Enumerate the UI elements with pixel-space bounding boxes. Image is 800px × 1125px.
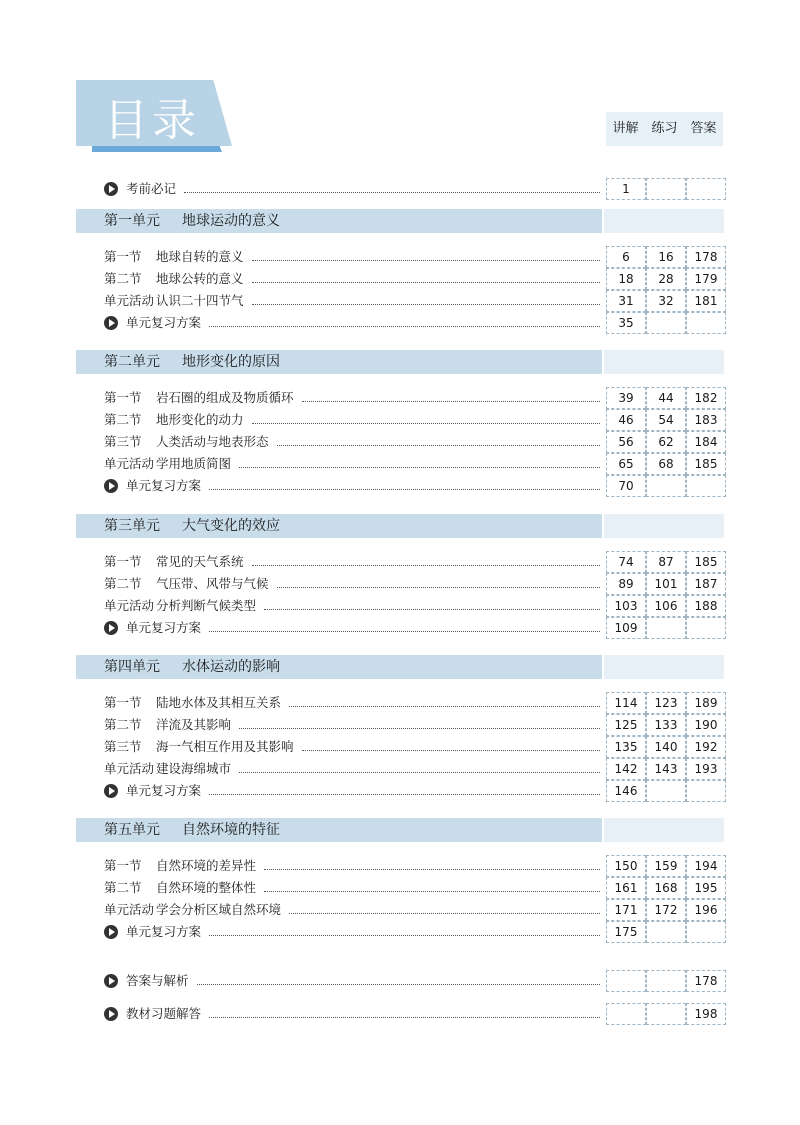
toc-row-exam[interactable]: [104, 178, 724, 200]
unit-header[interactable]: [76, 209, 602, 233]
page-cell-lecture: 35: [606, 312, 646, 334]
section-number: 第一节: [104, 695, 142, 710]
section-name: 地形变化的动力: [156, 412, 244, 427]
page-cell-answer: 188: [686, 595, 726, 617]
section-name: 单元复习方案: [126, 783, 202, 798]
toc-row-review[interactable]: [104, 617, 724, 639]
page-cell-answer: [686, 780, 726, 802]
toc-entry-title: [104, 855, 256, 877]
toc-entry-title: [104, 409, 244, 431]
page-cell-answer: 194: [686, 855, 726, 877]
page-cell-lecture: 175: [606, 921, 646, 943]
page-cell-lecture: 74: [606, 551, 646, 573]
page-cell-answer: 190: [686, 714, 726, 736]
dot-leader: [252, 268, 600, 283]
unit-number: 第一单元: [104, 213, 160, 229]
page-number-cells: [606, 921, 726, 943]
page-cell-practice: [646, 921, 686, 943]
page-number-cells: [606, 877, 726, 899]
section-number: 第二节: [104, 412, 142, 427]
page-cell-lecture: 125: [606, 714, 646, 736]
section-name: 陆地水体及其相互关系: [156, 695, 282, 710]
unit-header-extension: [604, 655, 724, 679]
section-name: 地球公转的意义: [156, 271, 244, 286]
dot-leader: [252, 246, 600, 261]
unit-header[interactable]: [76, 350, 602, 374]
section-number: 第二节: [104, 880, 142, 895]
page-cell-answer: 193: [686, 758, 726, 780]
page-cell-answer: 183: [686, 409, 726, 431]
toc-entry-title: [104, 268, 244, 290]
toc-entry-title: [104, 431, 269, 453]
toc-entry-title: [104, 617, 201, 639]
page-number-cells: [606, 970, 726, 992]
page-cell-lecture: 18: [606, 268, 646, 290]
unit-number: 第三单元: [104, 518, 160, 534]
toc-row[interactable]: [104, 736, 724, 758]
toc-entry-title: [104, 595, 256, 617]
unit-header-extension: [604, 209, 724, 233]
page-cell-practice: 32: [646, 290, 686, 312]
page-cell-answer: 192: [686, 736, 726, 758]
play-arrow-icon: [104, 925, 118, 939]
unit-name: 大气变化的效应: [182, 518, 280, 534]
toc-entry-title: [104, 736, 294, 758]
unit-header-extension: [604, 514, 724, 538]
section-name: 常见的天气系统: [156, 554, 244, 569]
toc-entry-title: [104, 921, 201, 943]
column-headers: [606, 112, 723, 146]
page-cell-answer: 185: [686, 453, 726, 475]
section-number: 第一节: [104, 390, 142, 405]
section-number: 第二节: [104, 271, 142, 286]
unit-header-extension: [604, 350, 724, 374]
column-header-lecture: 讲解: [612, 121, 639, 136]
toc-row[interactable]: [104, 387, 724, 409]
page-number-cells: [606, 573, 726, 595]
page-cell-lecture: 39: [606, 387, 646, 409]
page-cell-lecture: 31: [606, 290, 646, 312]
page-cell-lecture: 65: [606, 453, 646, 475]
toc-entry-title: [104, 714, 231, 736]
section-name: 气压带、风带与气候: [156, 576, 269, 591]
section-name: 自然环境的差异性: [156, 858, 257, 873]
unit-name: 地球运动的意义: [182, 213, 280, 229]
toc-row[interactable]: [104, 899, 724, 921]
section-number: 单元活动: [104, 293, 155, 308]
unit-name: 水体运动的影响: [182, 659, 280, 675]
section-name: 单元复习方案: [126, 620, 202, 635]
page-number-cells: [606, 453, 726, 475]
page-cell-answer: 185: [686, 551, 726, 573]
toc-entry-title: [104, 1003, 201, 1025]
toc-row[interactable]: [104, 692, 724, 714]
page-number-cells: [606, 246, 726, 268]
section-name: 认识二十四节气: [156, 293, 244, 308]
dot-leader: [209, 921, 600, 936]
page-cell-answer: 179: [686, 268, 726, 290]
play-arrow-icon: [104, 1007, 118, 1021]
page-cell-answer: [686, 921, 726, 943]
section-name: 学会分析区域自然环境: [156, 902, 282, 917]
page-cell-practice: 172: [646, 899, 686, 921]
page-cell-lecture: 150: [606, 855, 646, 877]
page-cell-lecture: 109: [606, 617, 646, 639]
dot-leader: [209, 1003, 600, 1018]
section-number: 第一节: [104, 554, 142, 569]
play-arrow-icon: [104, 479, 118, 493]
page-number-cells: [606, 780, 726, 802]
page-cell-practice: 16: [646, 246, 686, 268]
page-cell-lecture: 56: [606, 431, 646, 453]
page-cell-lecture: [606, 1003, 646, 1025]
dot-leader: [289, 692, 600, 707]
page-cell-answer: 198: [686, 1003, 726, 1025]
toc-entry-title: [104, 758, 231, 780]
section-name: 单元复习方案: [126, 924, 202, 939]
unit-number: 第五单元: [104, 822, 160, 838]
page-number-cells: [606, 290, 726, 312]
page-cell-answer: 182: [686, 387, 726, 409]
page-cell-lecture: 1: [606, 178, 646, 200]
toc-row[interactable]: [104, 714, 724, 736]
page-cell-practice: [646, 970, 686, 992]
section-name: 洋流及其影响: [156, 717, 232, 732]
dot-leader: [252, 551, 600, 566]
section-name: 海一气相互作用及其影响: [156, 739, 294, 754]
page-number-cells: [606, 595, 726, 617]
section-number: 第二节: [104, 717, 142, 732]
toc-entry-title: [104, 475, 201, 497]
page-number-cells: [606, 855, 726, 877]
play-arrow-icon: [104, 316, 118, 330]
section-number: 第一节: [104, 249, 142, 264]
toc-row[interactable]: [104, 595, 724, 617]
dot-leader: [209, 312, 600, 327]
dot-leader: [302, 387, 600, 402]
page-number-cells: [606, 714, 726, 736]
toc-row-review[interactable]: [104, 780, 724, 802]
toc-entry-title: [104, 178, 176, 200]
dot-leader: [239, 714, 600, 729]
toc-row[interactable]: [104, 758, 724, 780]
page-number-cells: [606, 899, 726, 921]
section-name: 考前必记: [126, 181, 177, 196]
section-name: 答案与解析: [126, 973, 189, 988]
page-cell-practice: [646, 617, 686, 639]
page-cell-practice: 54: [646, 409, 686, 431]
dot-leader: [302, 736, 600, 751]
toc-entry-title: [104, 877, 256, 899]
section-name: 单元复习方案: [126, 478, 202, 493]
page-number-cells: [606, 178, 726, 200]
dot-leader: [264, 595, 600, 610]
page-number-cells: [606, 1003, 726, 1025]
page-cell-lecture: 114: [606, 692, 646, 714]
dot-leader: [184, 178, 600, 193]
page-cell-practice: 101: [646, 573, 686, 595]
dot-leader: [197, 970, 600, 985]
section-name: 分析判断气候类型: [156, 598, 257, 613]
section-number: 第一节: [104, 858, 142, 873]
page-cell-practice: [646, 475, 686, 497]
dot-leader: [264, 855, 600, 870]
page-cell-answer: 178: [686, 246, 726, 268]
page-number-cells: [606, 692, 726, 714]
page-cell-lecture: [606, 970, 646, 992]
page-cell-practice: 123: [646, 692, 686, 714]
section-name: 地球自转的意义: [156, 249, 244, 264]
page-cell-lecture: 89: [606, 573, 646, 595]
toc-row-textbook[interactable]: [104, 1003, 724, 1025]
section-number: 单元活动: [104, 902, 155, 917]
page-number-cells: [606, 387, 726, 409]
section-name: 人类活动与地表形态: [156, 434, 269, 449]
section-name: 教材习题解答: [126, 1006, 202, 1021]
dot-leader: [252, 290, 600, 305]
section-number: 第三节: [104, 739, 142, 754]
page-number-cells: [606, 431, 726, 453]
play-arrow-icon: [104, 784, 118, 798]
page-cell-lecture: 103: [606, 595, 646, 617]
page-number-cells: [606, 409, 726, 431]
unit-number: 第四单元: [104, 659, 160, 675]
unit-header-extension: [604, 818, 724, 842]
page-cell-lecture: 161: [606, 877, 646, 899]
unit-number: 第二单元: [104, 354, 160, 370]
unit-header[interactable]: [76, 818, 602, 842]
page-title: 目录: [104, 95, 200, 146]
page-cell-answer: 196: [686, 899, 726, 921]
section-name: 学用地质简图: [156, 456, 232, 471]
toc-row[interactable]: [104, 855, 724, 877]
page-cell-lecture: 46: [606, 409, 646, 431]
page-number-cells: [606, 617, 726, 639]
toc-entry-title: [104, 573, 269, 595]
toc-entry-title: [104, 387, 294, 409]
toc-row[interactable]: [104, 431, 724, 453]
column-header-practice: 练习: [651, 121, 678, 136]
page-cell-practice: [646, 312, 686, 334]
page-cell-answer: 195: [686, 877, 726, 899]
page-cell-practice: [646, 780, 686, 802]
dot-leader: [209, 475, 600, 490]
section-number: 单元活动: [104, 761, 155, 776]
toc-row[interactable]: [104, 246, 724, 268]
dot-leader: [289, 899, 600, 914]
toc-row[interactable]: [104, 409, 724, 431]
section-name: 岩石圈的组成及物质循环: [156, 390, 294, 405]
toc-entry-title: [104, 453, 231, 475]
page-cell-practice: 133: [646, 714, 686, 736]
page-cell-practice: 143: [646, 758, 686, 780]
page-cell-lecture: 70: [606, 475, 646, 497]
page-cell-practice: 159: [646, 855, 686, 877]
page-cell-answer: 178: [686, 970, 726, 992]
toc-row[interactable]: [104, 573, 724, 595]
toc-row[interactable]: [104, 453, 724, 475]
page-cell-answer: [686, 617, 726, 639]
dot-leader: [264, 877, 600, 892]
page-number-cells: [606, 551, 726, 573]
page-cell-answer: [686, 475, 726, 497]
page-number-cells: [606, 736, 726, 758]
toc-entry-title: [104, 312, 201, 334]
unit-header[interactable]: [76, 655, 602, 679]
page-cell-practice: [646, 178, 686, 200]
dot-leader: [239, 453, 600, 468]
page-cell-lecture: 142: [606, 758, 646, 780]
toc-entry-title: [104, 692, 281, 714]
toc-row[interactable]: [104, 268, 724, 290]
page-cell-practice: [646, 1003, 686, 1025]
toc-entry-title: [104, 899, 281, 921]
column-header-answer: 答案: [690, 121, 717, 136]
toc-row[interactable]: [104, 877, 724, 899]
page-cell-practice: 68: [646, 453, 686, 475]
page-cell-lecture: 146: [606, 780, 646, 802]
unit-header[interactable]: [76, 514, 602, 538]
play-arrow-icon: [104, 974, 118, 988]
page-cell-practice: 87: [646, 551, 686, 573]
toc-entry-title: [104, 246, 244, 268]
toc-row-review[interactable]: [104, 475, 724, 497]
unit-name: 地形变化的原因: [182, 354, 280, 370]
dot-leader: [252, 409, 600, 424]
page-cell-practice: 28: [646, 268, 686, 290]
section-name: 单元复习方案: [126, 315, 202, 330]
page-cell-answer: [686, 178, 726, 200]
page-cell-practice: 44: [646, 387, 686, 409]
page-cell-practice: 62: [646, 431, 686, 453]
dot-leader: [277, 573, 600, 588]
toc-entry-title: [104, 970, 189, 992]
unit-name: 自然环境的特征: [182, 822, 280, 838]
page-cell-answer: 187: [686, 573, 726, 595]
page-cell-answer: [686, 312, 726, 334]
toc-row[interactable]: [104, 551, 724, 573]
dot-leader: [209, 780, 600, 795]
dot-leader: [277, 431, 600, 446]
page-cell-lecture: 6: [606, 246, 646, 268]
page-number-cells: [606, 312, 726, 334]
page-cell-lecture: 135: [606, 736, 646, 758]
section-number: 第二节: [104, 576, 142, 591]
page-number-cells: [606, 758, 726, 780]
toc-entry-title: [104, 551, 244, 573]
section-number: 单元活动: [104, 456, 155, 471]
dot-leader: [239, 758, 600, 773]
toc-entry-title: [104, 290, 244, 312]
page-cell-answer: 184: [686, 431, 726, 453]
section-name: 自然环境的整体性: [156, 880, 257, 895]
toc-row[interactable]: [104, 290, 724, 312]
page-cell-lecture: 171: [606, 899, 646, 921]
section-name: 建设海绵城市: [156, 761, 232, 776]
toc-row-review[interactable]: [104, 921, 724, 943]
toc-row-review[interactable]: [104, 312, 724, 334]
page-cell-practice: 106: [646, 595, 686, 617]
section-number: 单元活动: [104, 598, 155, 613]
section-number: 第三节: [104, 434, 142, 449]
toc-row-answers[interactable]: [104, 970, 724, 992]
play-arrow-icon: [104, 621, 118, 635]
page-number-cells: [606, 268, 726, 290]
page-cell-practice: 140: [646, 736, 686, 758]
page-cell-answer: 189: [686, 692, 726, 714]
page-cell-answer: 181: [686, 290, 726, 312]
play-arrow-icon: [104, 182, 118, 196]
dot-leader: [209, 617, 600, 632]
toc-entry-title: [104, 780, 201, 802]
page-number-cells: [606, 475, 726, 497]
page-cell-practice: 168: [646, 877, 686, 899]
